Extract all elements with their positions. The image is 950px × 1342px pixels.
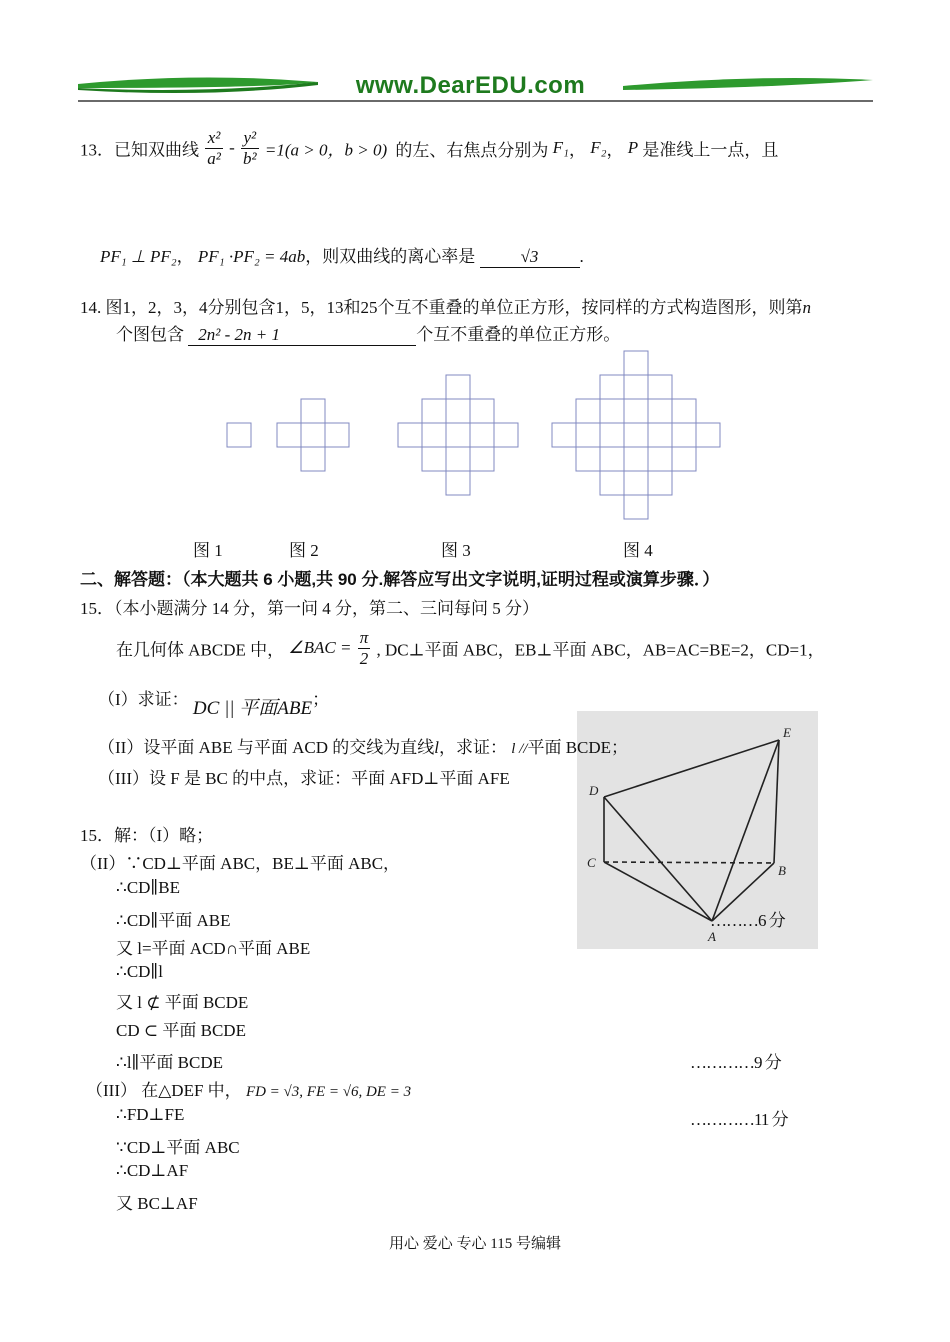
unit-square [277, 423, 301, 447]
unit-square [624, 351, 648, 375]
q15-part2 [98, 733, 628, 758]
q15-angle-frac [358, 628, 371, 668]
solution-line-7: CD ⊂ 平面 BCDE [116, 1021, 246, 1040]
q15-header [80, 594, 539, 619]
q15-part1 [98, 684, 330, 719]
solution-line-2: ∴CD∥BE [116, 878, 181, 897]
figure-label-1: 图 1 [193, 541, 223, 560]
figure-label-3: 图 3 [441, 541, 471, 560]
unit-square [301, 423, 325, 447]
unit-square [624, 447, 648, 471]
q13-sep2: ， [606, 140, 624, 160]
point-label-b: B [778, 863, 786, 878]
q14-line1 [80, 293, 811, 318]
q14-figures [220, 348, 730, 524]
q13-tail: 是准线上一点，且 [642, 140, 779, 160]
unit-square [227, 423, 251, 447]
unit-square [600, 447, 624, 471]
figure-3 [398, 375, 518, 495]
q15-p2-c: l // [511, 741, 528, 757]
unit-square [648, 375, 672, 399]
solution-l9-label: （III） 在△DEF 中， [86, 1081, 242, 1100]
figure-4 [552, 351, 720, 519]
q14-number: 14. [80, 298, 102, 317]
unit-square [422, 399, 446, 423]
unit-square [648, 447, 672, 471]
unit-square [600, 423, 624, 447]
unit-square [696, 423, 720, 447]
unit-square [301, 447, 325, 471]
unit-square [446, 375, 470, 399]
solution-mark-11: …………11 分 [690, 1110, 788, 1129]
point-label-a: A [708, 929, 716, 944]
unit-square [576, 447, 600, 471]
site-logo-text: www.DearEDU.com [355, 72, 586, 99]
q13-frac-y-den: b² [243, 148, 257, 168]
solution-line-10: ∴FD⊥FE [116, 1105, 185, 1124]
unit-square [446, 399, 470, 423]
q15-p1-end: ； [312, 690, 330, 709]
q14-n: n [802, 298, 811, 317]
solution-line-13: 又 BC⊥AF [116, 1194, 198, 1213]
unit-square [494, 423, 518, 447]
q15-number: 15． [80, 599, 114, 618]
q15-p2-l: l [434, 738, 439, 757]
unit-square [624, 495, 648, 519]
q14-text2b: 个互不重叠的单位正方形。 [416, 325, 621, 344]
solution-line-5: ∴CD∥l [116, 962, 164, 981]
solution-line-9 [86, 1076, 411, 1101]
q13-answer: √3 [520, 247, 539, 266]
unit-square [576, 399, 600, 423]
q13-lead: 已知双曲线 [114, 140, 199, 160]
q13-condition: =1(a > 0，b > 0) [264, 140, 388, 160]
unit-square [552, 423, 576, 447]
figure-label-4: 图 4 [623, 541, 653, 560]
point-label-d: D [589, 783, 599, 798]
unit-square [672, 447, 696, 471]
q13-number: 13． [80, 140, 114, 160]
q13-mid-text: 的左、右焦点分别为 [395, 140, 549, 160]
page-footer: 用心 爱心 专心 115 号编辑 [389, 1236, 561, 1252]
solution-mark-9: …………9 分 [690, 1053, 781, 1072]
unit-square [600, 471, 624, 495]
unit-square [325, 423, 349, 447]
section2-desc: （本大题共 6 小题,共 90 分.解答应写出文字说明,证明过程或演算步骤．） [182, 570, 720, 589]
q15-angle-den: 2 [359, 648, 369, 668]
unit-square [672, 399, 696, 423]
solution-l9-math: FD = √3, FE = √6, DE = 3 [245, 1084, 412, 1100]
unit-square [648, 471, 672, 495]
q15-score: （本小题满分 14 分，第一问 4 分，第二、三问每问 5 分） [114, 599, 539, 618]
q15-angle: ∠BAC = [288, 638, 352, 658]
q13-answer-blank [480, 247, 580, 268]
unit-square [672, 423, 696, 447]
unit-square [446, 423, 470, 447]
solution-line-6: 又 l ⊄ 平面 BCDE [116, 993, 249, 1012]
q13-sep1: ， [568, 140, 586, 160]
q15-stem-b: , DC⊥平面 ABC，EB⊥平面 ABC，AB=AC=BE=2，CD=1， [376, 640, 825, 660]
q15-angle-num: π [359, 628, 369, 647]
q13-line2: PF₁ ⊥ PF₂， PF₁ ·PF₂ = 4ab，则双曲线的离心率是 √3 . [100, 247, 584, 266]
q13-f2: F₂ [590, 138, 607, 158]
q14-text1: 图1，2，3，4分别包含1，5，13和25个互不重叠的单位正方形，按同样的方式构造图形，则第 [105, 298, 803, 317]
q13-question: ，则双曲线的离心率是 [305, 247, 476, 266]
solution-mark-6: ………6 分 [710, 911, 785, 930]
solution-line-11: ∵CD⊥平面 ABC [116, 1138, 240, 1157]
q13-line1 [80, 128, 778, 188]
q13-frac-x-num: x² [205, 128, 223, 149]
section2-header [80, 565, 719, 590]
section2-title: 二、解答题： [80, 570, 182, 589]
q13-dot: PF₁ ·PF₂ = 4ab [197, 247, 306, 266]
unit-square [446, 447, 470, 471]
solution-line-4: 又 l=平面 ACD∩平面 ABE [116, 939, 311, 958]
q15-part3: （III）设 F 是 BC 的中点，求证：平面 AFD⊥平面 AFE [98, 769, 510, 788]
solution-head: 15．解：（I）略； [80, 826, 214, 845]
figure-2 [277, 399, 349, 471]
q13-frac-x [205, 128, 223, 168]
unit-square [470, 447, 494, 471]
unit-square [624, 471, 648, 495]
unit-square [422, 447, 446, 471]
q13-sep3: ， [176, 247, 194, 266]
q14-text2a: 个图包含 [116, 325, 184, 344]
q15-p1-math: DC || 平面ABE [192, 698, 313, 719]
unit-square [398, 423, 422, 447]
unit-square [648, 399, 672, 423]
unit-square [624, 423, 648, 447]
solution-line-1: （II）∵CD⊥平面 ABC，BE⊥平面 ABC， [80, 854, 401, 873]
figure-label-2: 图 2 [289, 541, 319, 560]
q15-stem [116, 628, 825, 672]
unit-square [624, 399, 648, 423]
q14-answer: 2n² - 2n + 1 [198, 325, 280, 344]
q15-p2-b: ，求证： [438, 738, 507, 757]
q13-frac-y-num: y² [241, 128, 259, 149]
unit-square [600, 399, 624, 423]
q13-minus: - [229, 138, 235, 158]
solution-line-3: ∴CD∥平面 ABE [116, 911, 231, 930]
unit-square [576, 423, 600, 447]
figure-1 [227, 423, 251, 447]
q13-frac-x-den: a² [207, 148, 221, 168]
unit-square [470, 423, 494, 447]
q15-p1-label: （I）求证： [98, 690, 189, 709]
q15-p2-d: 平面 BCDE； [527, 738, 629, 757]
q15-stem-a: 在几何体 ABCDE 中， [116, 640, 285, 660]
solution-line-12: ∴CD⊥AF [116, 1161, 189, 1180]
point-label-c: C [587, 855, 596, 870]
header [78, 72, 873, 104]
unit-square [648, 423, 672, 447]
q13-f1: F₁ [552, 138, 569, 158]
unit-square [301, 399, 325, 423]
q13-perp: PF₁ ⊥ PF₂ [100, 247, 177, 266]
unit-square [470, 399, 494, 423]
unit-square [600, 375, 624, 399]
q14-answer-blank [188, 325, 416, 346]
unit-square [422, 423, 446, 447]
q14-line2 [116, 320, 620, 346]
q13-p: P [627, 138, 639, 158]
q15-p2-a: （II）设平面 ABE 与平面 ACD 的交线为直线 [98, 738, 435, 757]
q13-frac-y [241, 128, 259, 168]
point-label-e: E [783, 725, 791, 740]
unit-square [446, 471, 470, 495]
solution-line-8: ∴l∥平面 BCDE [116, 1053, 223, 1072]
unit-square [624, 375, 648, 399]
